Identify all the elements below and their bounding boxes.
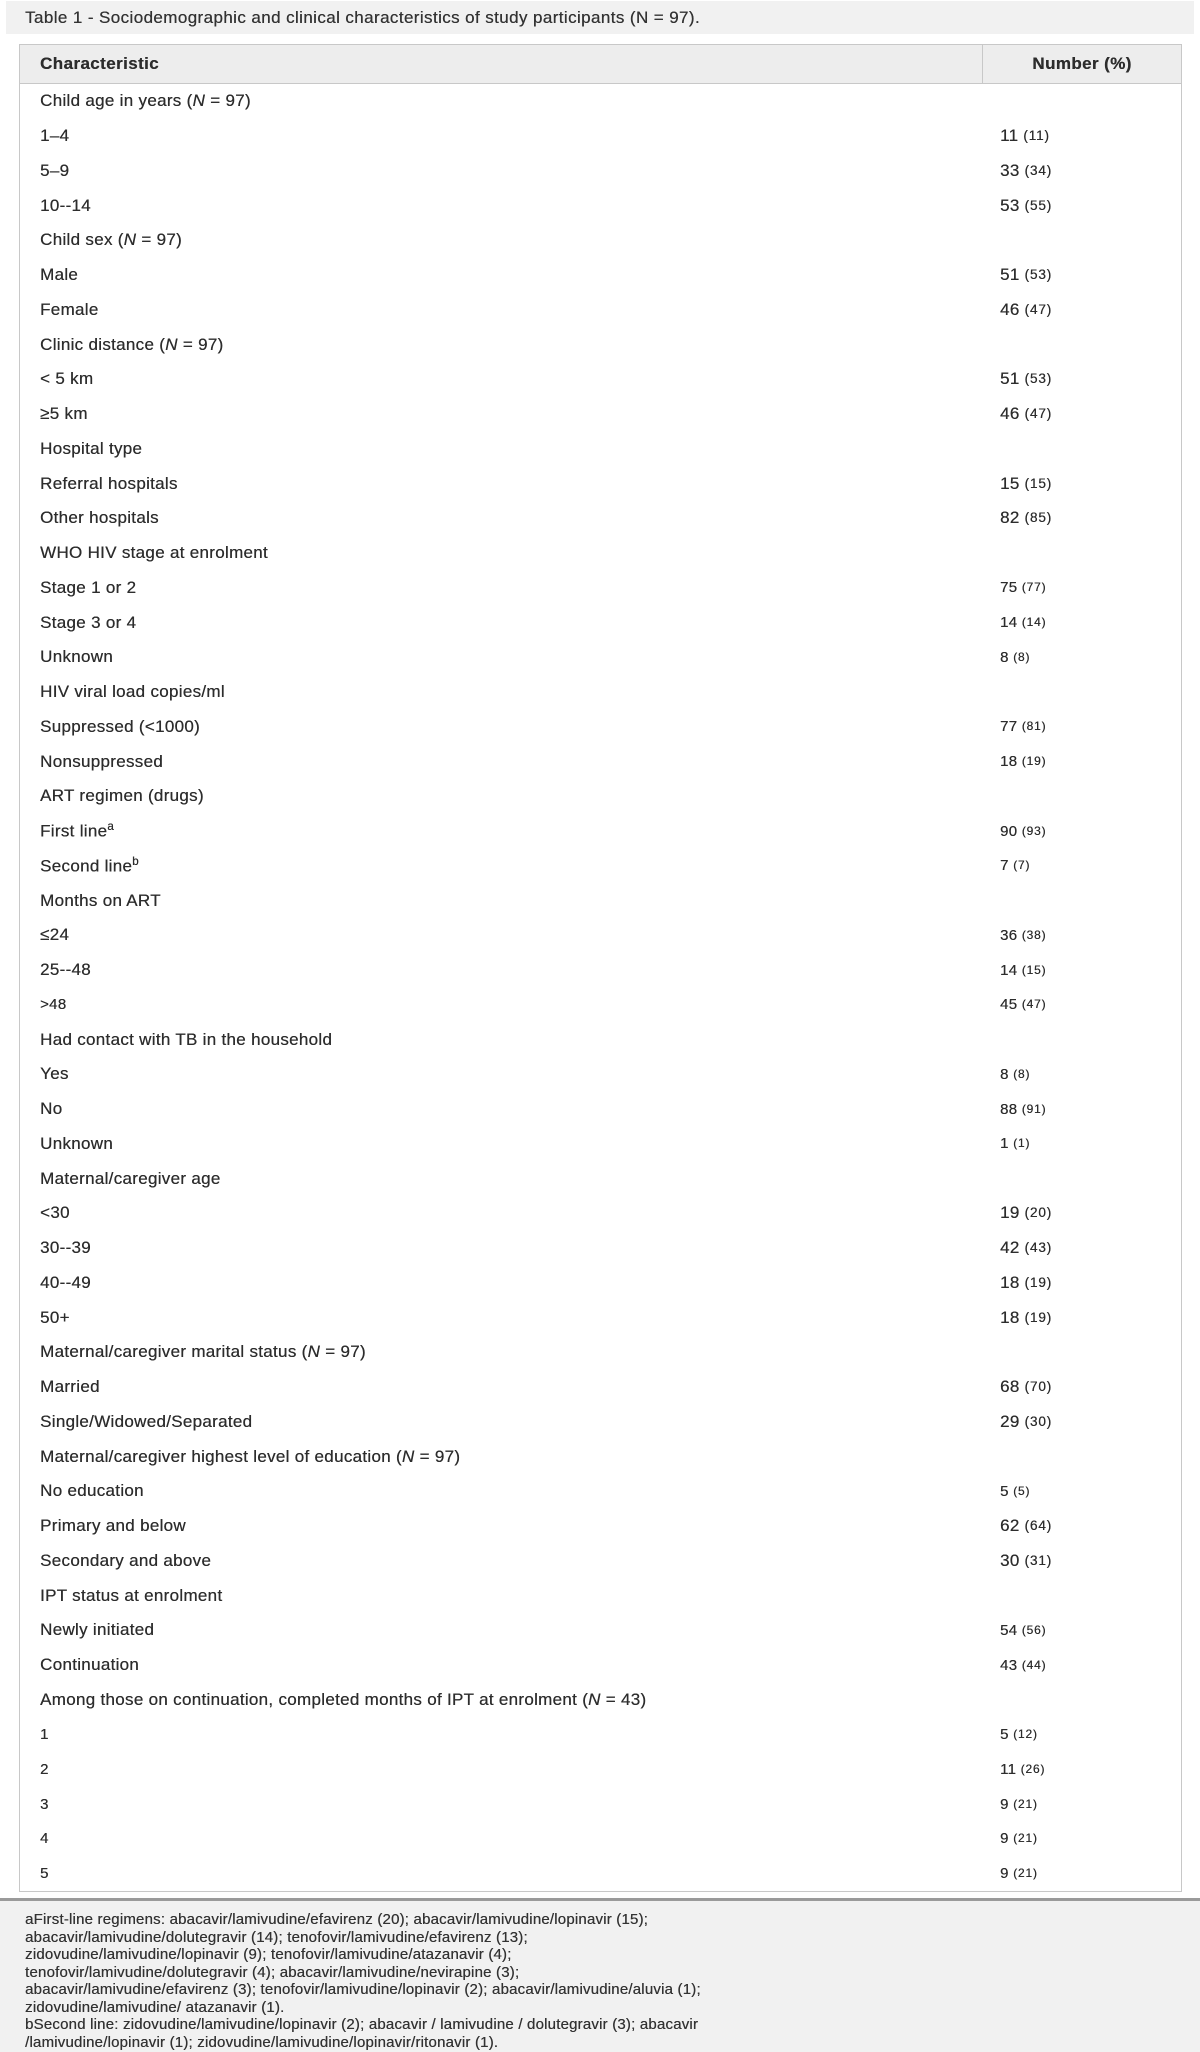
table-caption-text: Table 1 - Sociodemographic and clinical characteristics of study participants (N = 97). bbox=[25, 7, 700, 27]
row-label: Among those on continuation, completed months of IPT at enrolment (N = 43) bbox=[40, 1689, 647, 1709]
table-row bbox=[20, 1405, 1181, 1440]
row-value: 36 (38) bbox=[1000, 926, 1047, 944]
row-label: 40--49 bbox=[40, 1272, 91, 1292]
footnote-line: abacavir/lamivudine/efavirenz (3); tenofovir/lamivudine/lopinavir (2); abacavir/lamivudine/aluvia (1); bbox=[25, 1981, 701, 1998]
row-value: 33 (34) bbox=[1000, 160, 1052, 180]
section-row bbox=[20, 1161, 1181, 1196]
footnote-marker: b bbox=[132, 855, 139, 868]
row-label: Maternal/caregiver marital status (N = 97) bbox=[40, 1342, 366, 1362]
row-label: ≤24 bbox=[40, 925, 70, 945]
row-label: Yes bbox=[40, 1064, 69, 1084]
table-row bbox=[20, 1231, 1181, 1266]
footnote-line: tenofovir/lamivudine/dolutegravir (4); abacavir/lamivudine/nevirapine (3); bbox=[25, 1963, 520, 1981]
table-row bbox=[20, 1717, 1181, 1752]
row-value: 15 (15) bbox=[1000, 473, 1052, 493]
table-header-row bbox=[20, 45, 1181, 84]
row-label: Female bbox=[40, 299, 99, 319]
row-value: 18 (19) bbox=[1000, 753, 1047, 771]
row-value: 88 (91) bbox=[1000, 1100, 1047, 1118]
row-label: WHO HIV stage at enrolment bbox=[40, 543, 268, 563]
section-row bbox=[20, 1335, 1181, 1370]
row-label: First line$^a$ bbox=[40, 820, 114, 841]
row-label: 30--39 bbox=[40, 1238, 91, 1258]
row-label: Unknown bbox=[40, 1133, 113, 1153]
section-row bbox=[20, 675, 1181, 710]
row-label: Continuation bbox=[40, 1655, 140, 1675]
section-row bbox=[20, 1683, 1181, 1718]
table-row bbox=[20, 293, 1181, 328]
row-label: Stage 3 or 4 bbox=[40, 612, 137, 632]
row-label: Referral hospitals bbox=[40, 473, 178, 493]
row-value: 42 (43) bbox=[1000, 1238, 1052, 1258]
table-row bbox=[20, 154, 1181, 189]
page bbox=[0, 1, 1200, 2052]
table-row bbox=[20, 1196, 1181, 1231]
table-row bbox=[20, 988, 1181, 1023]
section-row bbox=[20, 536, 1181, 571]
section-row bbox=[20, 327, 1181, 362]
row-label: Married bbox=[40, 1377, 100, 1397]
table-row bbox=[20, 1648, 1181, 1683]
section-row bbox=[20, 1439, 1181, 1474]
row-value: 75 (77) bbox=[1000, 579, 1047, 597]
row-value: 8 (8) bbox=[1000, 1065, 1031, 1083]
table-row bbox=[20, 605, 1181, 640]
row-label: Newly initiated bbox=[40, 1620, 155, 1640]
row-label: 3 bbox=[40, 1795, 49, 1813]
table-row bbox=[20, 1092, 1181, 1127]
footnote-line: zidovudine/lamivudine/ atazanavir (1). bbox=[25, 1998, 285, 2016]
row-value: 18 (19) bbox=[1000, 1307, 1052, 1327]
table-row bbox=[20, 1822, 1181, 1857]
row-value: 62 (64) bbox=[1000, 1516, 1052, 1536]
row-label: Single/Widowed/Separated bbox=[40, 1411, 253, 1431]
row-label: No bbox=[40, 1099, 63, 1119]
footnote-a bbox=[25, 1911, 1175, 2016]
section-row bbox=[20, 883, 1181, 918]
row-label: IPT status at enrolment bbox=[40, 1585, 223, 1605]
row-label: Child age in years (N = 97) bbox=[40, 91, 251, 111]
row-label: 25--48 bbox=[40, 960, 91, 980]
section-row bbox=[20, 1022, 1181, 1057]
table-row bbox=[20, 814, 1181, 849]
row-value: 5 (5) bbox=[1000, 1482, 1031, 1500]
row-label: 4 bbox=[40, 1830, 49, 1848]
row-label: Second line$^b$ bbox=[40, 855, 139, 876]
table-row bbox=[20, 1127, 1181, 1162]
row-label: Maternal/caregiver highest level of education (N = 97) bbox=[40, 1446, 461, 1466]
row-value: 18 (19) bbox=[1000, 1272, 1052, 1292]
table-row bbox=[20, 1057, 1181, 1092]
row-value: 68 (70) bbox=[1000, 1377, 1052, 1397]
row-value: 14 (14) bbox=[1000, 614, 1047, 632]
table-row bbox=[20, 744, 1181, 779]
footnote-line: abacavir/lamivudine/dolutegravir (14); tenofovir/lamivudine/efavirenz (13); bbox=[25, 1928, 528, 1946]
row-label: <30 bbox=[40, 1203, 70, 1223]
row-value: 9 (21) bbox=[1000, 1830, 1038, 1848]
table-row bbox=[20, 1509, 1181, 1544]
row-label: 2 bbox=[40, 1760, 49, 1778]
row-value: 45 (47) bbox=[1000, 996, 1047, 1014]
table-row bbox=[20, 1474, 1181, 1509]
footnote-line: bSecond line: zidovudine/lamivudine/lopinavir (2); abacavir / lamivudine / dolutegravir (3); abacavir bbox=[25, 2016, 699, 2033]
table-row bbox=[20, 1300, 1181, 1335]
row-label: Suppressed (<1000) bbox=[40, 716, 200, 736]
section-row bbox=[20, 432, 1181, 467]
row-label: Male bbox=[40, 265, 79, 285]
row-value: 90 (93) bbox=[1000, 822, 1047, 840]
row-label: Other hospitals bbox=[40, 508, 159, 528]
row-value: 1 (1) bbox=[1000, 1135, 1031, 1153]
row-value: 9 (21) bbox=[1000, 1795, 1038, 1813]
row-label: No education bbox=[40, 1481, 144, 1501]
row-label: ≥5 km bbox=[40, 404, 88, 424]
row-label: 10--14 bbox=[40, 195, 91, 215]
characteristics-table bbox=[19, 44, 1182, 1892]
table-row bbox=[20, 571, 1181, 606]
section-row bbox=[20, 1578, 1181, 1613]
table-row bbox=[20, 501, 1181, 536]
section-row bbox=[20, 779, 1181, 814]
section-row bbox=[20, 223, 1181, 258]
row-label: Had contact with TB in the household bbox=[40, 1029, 333, 1049]
table-row bbox=[20, 119, 1181, 154]
table-row bbox=[20, 710, 1181, 745]
row-label: 1 bbox=[40, 1726, 49, 1744]
row-label: Nonsuppressed bbox=[40, 751, 163, 771]
table-row bbox=[20, 258, 1181, 293]
table-row bbox=[20, 1266, 1181, 1301]
table-row bbox=[20, 849, 1181, 884]
row-label: 1–4 bbox=[40, 126, 70, 146]
row-label: Clinic distance (N = 97) bbox=[40, 334, 224, 354]
table-row bbox=[20, 362, 1181, 397]
row-value: 51 (53) bbox=[1000, 265, 1052, 285]
table-body bbox=[20, 84, 1181, 1891]
row-label: 5 bbox=[40, 1865, 49, 1883]
footnote-b bbox=[25, 2016, 1175, 2051]
row-label: Child sex (N = 97) bbox=[40, 230, 182, 250]
row-value: 8 (8) bbox=[1000, 648, 1031, 666]
row-value: 5 (12) bbox=[1000, 1726, 1038, 1744]
table-row bbox=[20, 1370, 1181, 1405]
table-row bbox=[20, 1787, 1181, 1822]
row-value: 11 (26) bbox=[1000, 1760, 1046, 1778]
row-label: Primary and below bbox=[40, 1516, 186, 1536]
section-row bbox=[20, 84, 1181, 119]
row-value: 46 (47) bbox=[1000, 299, 1052, 319]
row-label: 5–9 bbox=[40, 160, 70, 180]
row-value: 19 (20) bbox=[1000, 1203, 1052, 1223]
footnote-line: aFirst-line regimens: abacavir/lamivudine/efavirenz (20); abacavir/lamivudine/lopinavir (15); bbox=[25, 1911, 649, 1928]
table-row bbox=[20, 1752, 1181, 1787]
table-row bbox=[20, 1544, 1181, 1579]
row-label: Unknown bbox=[40, 647, 113, 667]
row-value: 46 (47) bbox=[1000, 404, 1052, 424]
row-label: Stage 1 or 2 bbox=[40, 577, 137, 597]
row-value: 82 (85) bbox=[1000, 508, 1052, 528]
table-caption bbox=[6, 1, 1194, 34]
row-value: 30 (31) bbox=[1000, 1550, 1052, 1570]
row-value: 43 (44) bbox=[1000, 1656, 1047, 1674]
row-label: Maternal/caregiver age bbox=[40, 1168, 221, 1188]
column-header-characteristic: Characteristic bbox=[40, 54, 159, 73]
table-row bbox=[20, 188, 1181, 223]
row-label: HIV viral load copies/ml bbox=[40, 682, 225, 702]
row-label: 50+ bbox=[40, 1307, 70, 1327]
row-value: 29 (30) bbox=[1000, 1411, 1052, 1431]
row-label: ART regimen (drugs) bbox=[40, 786, 204, 806]
row-value: 9 (21) bbox=[1000, 1865, 1038, 1883]
footnote-marker: a bbox=[107, 820, 114, 833]
row-value: 51 (53) bbox=[1000, 369, 1052, 389]
row-value: 7 (7) bbox=[1000, 857, 1031, 875]
row-label: < 5 km bbox=[40, 369, 94, 389]
table-row bbox=[20, 953, 1181, 988]
row-value: 54 (56) bbox=[1000, 1621, 1047, 1639]
row-label: Secondary and above bbox=[40, 1550, 212, 1570]
table-row bbox=[20, 640, 1181, 675]
row-value: 14 (15) bbox=[1000, 961, 1047, 979]
column-header-number: Number (%) bbox=[982, 45, 1181, 83]
table-row bbox=[20, 1856, 1181, 1891]
table-row bbox=[20, 1613, 1181, 1648]
footnote-line: zidovudine/lamivudine/lopinavir (9); tenofovir/lamivudine/atazanavir (4); bbox=[25, 1946, 512, 1963]
row-label: Hospital type bbox=[40, 438, 143, 458]
row-value: 77 (81) bbox=[1000, 718, 1047, 736]
table-row bbox=[20, 918, 1181, 953]
table-row bbox=[20, 466, 1181, 501]
row-label: Months on ART bbox=[40, 890, 161, 910]
row-value: 11 (11) bbox=[1000, 126, 1050, 146]
table-row bbox=[20, 397, 1181, 432]
footnotes bbox=[0, 1898, 1200, 2052]
footnote-line: /lamivudine/lopinavir (1); zidovudine/lamivudine/lopinavir/ritonavir (1). bbox=[25, 2033, 499, 2051]
row-label: >48 bbox=[40, 996, 67, 1014]
row-value: 53 (55) bbox=[1000, 195, 1052, 215]
